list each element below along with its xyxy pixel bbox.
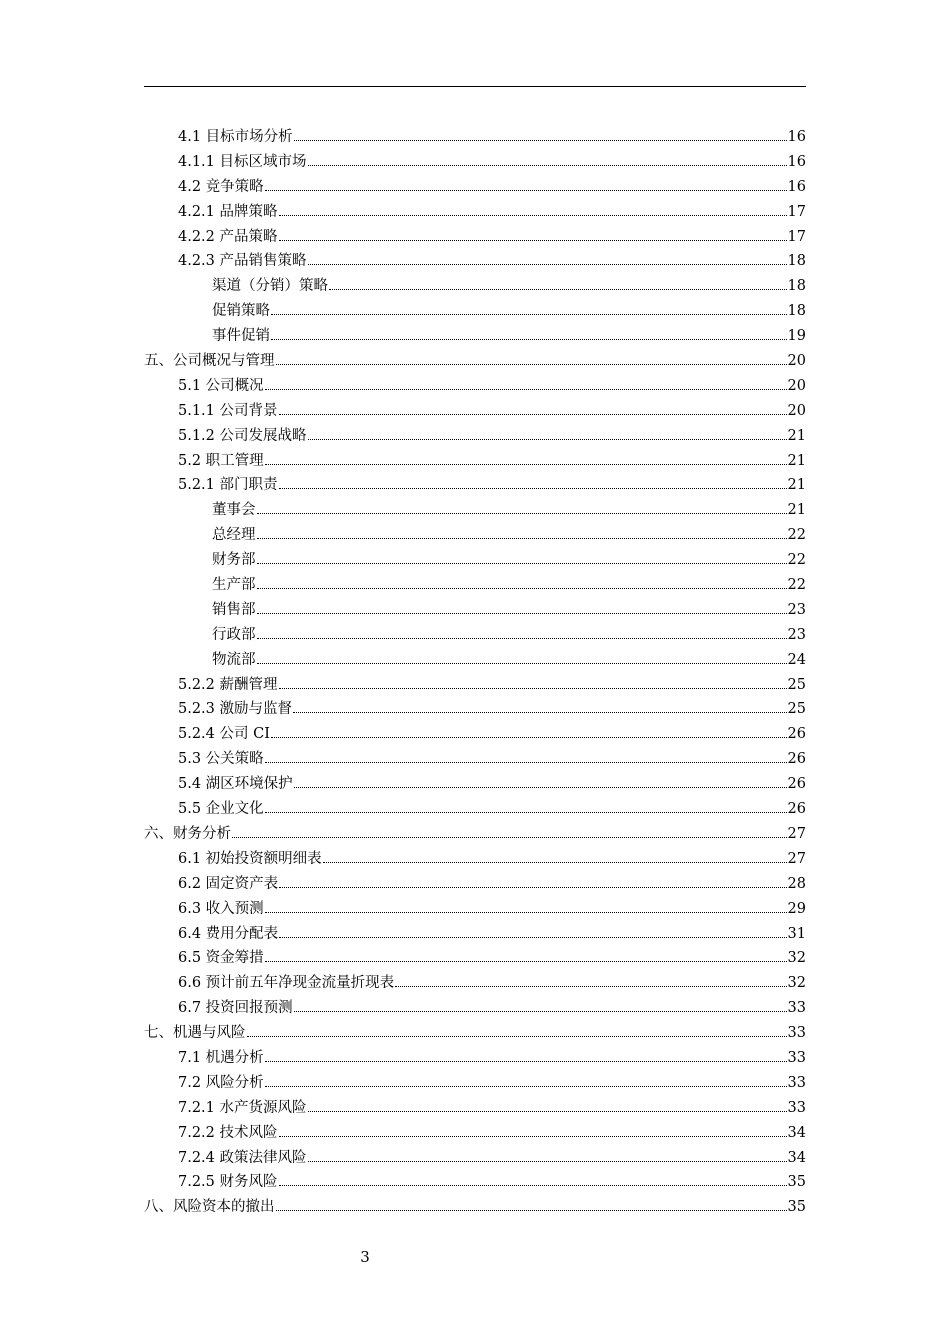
toc-entry-label: 6.6 预计前五年净现金流量折现表 [178,975,395,992]
toc-entry[interactable] [144,125,806,150]
toc-entry[interactable] [144,946,806,971]
toc-entry-label: 4.2.3 产品销售策略 [178,253,307,270]
toc-entry-page: 18 [787,278,806,295]
toc-dot-leader [257,563,787,564]
toc-dot-leader [279,1185,787,1186]
toc-dot-leader [265,912,787,913]
toc-dot-leader [271,737,787,738]
toc-entry[interactable] [144,249,806,274]
toc-entry-label: 6.3 收入预测 [178,900,264,917]
toc-entry[interactable] [144,374,806,399]
toc-entry[interactable] [144,822,806,847]
toc-dot-leader [279,1136,787,1137]
toc-entry-label: 5.1.1 公司背景 [178,402,278,419]
toc-dot-leader [279,937,786,938]
toc-entry-page: 20 [787,377,806,394]
toc-entry-label: 5.1.2 公司发展战略 [178,427,307,444]
toc-entry-page: 18 [787,253,806,270]
toc-entry-page: 19 [787,328,806,345]
toc-entry-label: 行政部 [212,626,256,643]
toc-entry-label: 八、风险资本的撤出 [144,1199,275,1216]
toc-entry[interactable] [144,872,806,897]
toc-entry[interactable] [144,274,806,299]
toc-entry-label: 促销策略 [212,303,270,320]
toc-entry-page: 22 [787,577,806,594]
toc-entry-label: 5.2.4 公司 CI [178,726,270,743]
toc-entry-label: 7.2.5 财务风险 [178,1174,278,1191]
toc-dot-leader [294,1011,787,1012]
toc-entry-page: 21 [787,502,806,519]
toc-entry-label: 4.1.1 目标区域市场 [178,153,307,170]
toc-entry[interactable] [144,722,806,747]
toc-dot-leader [279,688,787,689]
toc-entry[interactable] [144,150,806,175]
toc-entry-page: 35 [787,1174,806,1191]
toc-entry[interactable] [144,324,806,349]
toc-dot-leader [308,165,787,166]
toc-entry-page: 18 [787,303,806,320]
toc-entry-label: 7.2.4 政策法律风险 [178,1149,307,1166]
toc-entry[interactable] [144,971,806,996]
toc-entry-page: 20 [787,353,806,370]
toc-entry-label: 6.7 投资回报预测 [178,1000,293,1017]
toc-dot-leader [276,364,787,365]
toc-entry-page: 34 [787,1149,806,1166]
toc-entry-page: 24 [787,651,806,668]
toc-dot-leader [257,613,787,614]
toc-entry-page: 16 [787,153,806,170]
toc-entry-page: 22 [787,552,806,569]
toc-entry[interactable] [144,847,806,872]
toc-entry[interactable] [144,996,806,1021]
toc-entry-label: 4.2.2 产品策略 [178,228,278,245]
toc-dot-leader [279,414,787,415]
toc-entry-label: 渠道（分销）策略 [212,278,328,295]
toc-entry-label: 总经理 [212,527,256,544]
toc-dot-leader [265,961,787,962]
toc-entry-label: 6.2 固定资产表 [178,875,279,892]
toc-entry-page: 29 [787,900,806,917]
toc-entry-page: 21 [787,427,806,444]
toc-entry[interactable] [144,1071,806,1096]
toc-dot-leader [271,339,787,340]
toc-entry[interactable] [144,200,806,225]
toc-entry-label: 5.4 湖区环境保护 [178,776,293,793]
toc-entry-label: 六、财务分析 [144,825,231,842]
toc-entry[interactable] [144,399,806,424]
toc-entry[interactable] [144,1146,806,1171]
toc-dot-leader [265,1086,787,1087]
toc-entry-page: 21 [787,477,806,494]
toc-entry[interactable] [144,424,806,449]
toc-dot-leader [279,488,787,489]
toc-entry-page: 33 [787,1025,806,1042]
page-number: 3 [360,1248,370,1266]
table-of-contents [144,125,806,1220]
toc-entry-page: 33 [787,1074,806,1091]
toc-entry-page: 23 [787,626,806,643]
toc-dot-leader [294,787,787,788]
toc-dot-leader [276,1210,787,1211]
toc-entry[interactable] [144,498,806,523]
toc-entry[interactable] [144,1021,806,1046]
toc-entry-page: 25 [787,676,806,693]
toc-entry-page: 31 [787,925,806,942]
toc-entry-page: 32 [787,950,806,967]
toc-dot-leader [247,1036,787,1037]
toc-dot-leader [271,314,787,315]
toc-entry-label: 6.1 初始投资额明细表 [178,850,322,867]
toc-entry-page: 33 [787,1000,806,1017]
toc-dot-leader [232,837,787,838]
toc-entry-label: 4.2 竞争策略 [178,178,264,195]
toc-entry-page: 23 [787,601,806,618]
toc-entry-page: 32 [787,975,806,992]
toc-entry-label: 5.2 职工管理 [178,452,264,469]
toc-dot-leader [308,1111,787,1112]
toc-entry-page: 17 [787,228,806,245]
toc-entry[interactable] [144,747,806,772]
toc-entry-label: 七、机遇与风险 [144,1025,246,1042]
toc-dot-leader [293,712,787,713]
toc-dot-leader [265,464,787,465]
toc-dot-leader [308,439,787,440]
toc-entry[interactable] [144,225,806,250]
toc-entry[interactable] [144,797,806,822]
toc-entry-page: 25 [787,701,806,718]
toc-entry[interactable] [144,1121,806,1146]
toc-entry-label: 5.2.1 部门职责 [178,477,278,494]
toc-entry-page: 20 [787,402,806,419]
toc-entry[interactable] [144,1046,806,1071]
toc-entry-label: 五、公司概况与管理 [144,353,275,370]
toc-entry[interactable] [144,648,806,673]
toc-entry[interactable] [144,175,806,200]
toc-entry-label: 销售部 [212,601,256,618]
toc-dot-leader [257,663,787,664]
toc-entry-page: 26 [787,726,806,743]
toc-entry-page: 35 [787,1199,806,1216]
toc-entry-label: 董事会 [212,502,256,519]
toc-entry-label: 5.5 企业文化 [178,801,264,818]
toc-entry[interactable] [144,697,806,722]
toc-entry-page: 33 [787,1099,806,1116]
toc-dot-leader [265,1061,787,1062]
toc-entry[interactable] [144,548,806,573]
toc-entry-label: 6.4 费用分配表 [178,925,279,942]
toc-dot-leader [329,289,787,290]
toc-dot-leader [265,190,787,191]
toc-dot-leader [257,588,787,589]
toc-entry-label: 4.2.1 品牌策略 [178,203,278,220]
toc-entry-page: 34 [787,1124,806,1141]
toc-entry-label: 7.1 机遇分析 [178,1049,264,1066]
toc-entry[interactable] [144,1170,806,1195]
toc-dot-leader [294,140,787,141]
toc-entry[interactable] [144,1195,806,1220]
toc-dot-leader [257,538,787,539]
toc-entry[interactable] [144,449,806,474]
toc-dot-leader [279,887,786,888]
toc-entry[interactable] [144,299,806,324]
toc-entry[interactable] [144,1096,806,1121]
toc-entry[interactable] [144,772,806,797]
toc-entry-label: 7.2.1 水产货源风险 [178,1099,307,1116]
toc-entry-page: 28 [787,875,806,892]
toc-entry-label: 物流部 [212,651,256,668]
toc-dot-leader [279,240,787,241]
toc-entry-label: 7.2.2 技术风险 [178,1124,278,1141]
toc-dot-leader [257,638,787,639]
toc-dot-leader [265,762,787,763]
toc-dot-leader [395,986,786,987]
toc-entry-page: 22 [787,527,806,544]
toc-dot-leader [265,812,787,813]
toc-entry[interactable] [144,349,806,374]
toc-entry-label: 生产部 [212,577,256,594]
toc-entry-label: 财务部 [212,552,256,569]
toc-dot-leader [323,862,787,863]
toc-entry[interactable] [144,473,806,498]
toc-entry-page: 17 [787,203,806,220]
toc-entry-page: 33 [787,1049,806,1066]
toc-entry[interactable] [144,897,806,922]
toc-entry[interactable] [144,673,806,698]
header-rule [144,86,806,87]
toc-entry-label: 5.3 公关策略 [178,751,264,768]
toc-entry[interactable] [144,523,806,548]
toc-dot-leader [265,389,787,390]
toc-entry-label: 4.1 目标市场分析 [178,129,293,145]
toc-entry-label: 6.5 资金筹措 [178,950,264,967]
toc-entry-page: 27 [787,850,806,867]
toc-dot-leader [308,1161,787,1162]
toc-entry-label: 7.2 风险分析 [178,1074,264,1091]
toc-entry-page: 26 [787,751,806,768]
toc-entry-label: 5.1 公司概况 [178,377,264,394]
toc-dot-leader [257,513,787,514]
toc-entry-page: 16 [787,129,806,145]
toc-entry[interactable] [144,922,806,947]
toc-entry-label: 5.2.2 薪酬管理 [178,676,278,693]
toc-entry-page: 21 [787,452,806,469]
toc-entry-page: 16 [787,178,806,195]
toc-entry-page: 27 [787,825,806,842]
toc-entry-page: 26 [787,801,806,818]
toc-entry-label: 事件促销 [212,328,270,345]
toc-entry[interactable] [144,598,806,623]
toc-entry[interactable] [144,573,806,598]
toc-dot-leader [279,215,787,216]
toc-entry-label: 5.2.3 激励与监督 [178,701,293,718]
toc-entry-page: 26 [787,776,806,793]
toc-dot-leader [308,264,787,265]
toc-entry[interactable] [144,623,806,648]
